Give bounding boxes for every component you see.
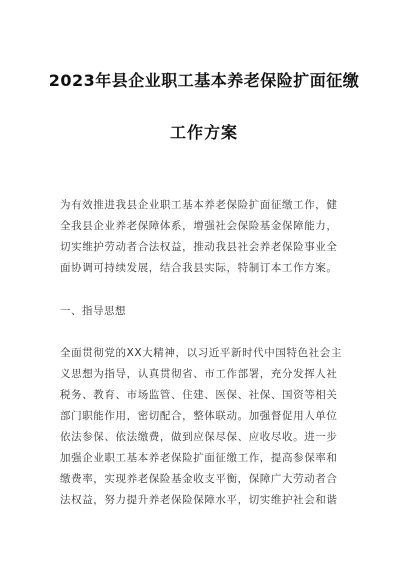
body-line: 部门职能作用，密切配合，整体联动。加强督促用人单位 [60, 410, 338, 422]
body-line: 缴费率，实现养老保险基金收支平衡，保障广大劳动者合 [60, 473, 338, 485]
body-line: 义思想为指导，认真贯彻省、市工作部署，充分发挥人社 [60, 368, 338, 380]
intro-paragraph [60, 195, 350, 279]
body-line: 税务、教育、市场监管、住建、医保、社保、国资等相关 [60, 389, 338, 401]
document-subtitle: 工作方案 [169, 123, 238, 142]
body-line: 依法参保、依法缴费，做到应保尽保、应收尽收。进一步 [60, 431, 338, 443]
intro-line: 切实维护劳动者合法权益，推动我县社会养老保险事业全 [60, 241, 338, 253]
document-title: 2023年县企业职工基本养老保险扩面征缴 [48, 71, 360, 90]
intro-line: 为有效推进我县企业职工基本养老保险扩面征缴工作，健 [60, 199, 338, 211]
section1-paragraph [60, 343, 350, 511]
body-line: 全面贯彻党的XX大精神，以习近平新时代中国特色社会主 [60, 347, 342, 359]
body-line: 加强企业职工基本养老保险扩面征缴工作，提高参保率和 [60, 452, 338, 464]
intro-line: 面协调可持续发展，结合我县实际，特制订本工作方案。 [60, 262, 338, 274]
intro-line: 全我县企业养老保障体系，增强社会保险基金保障能力， [60, 220, 338, 232]
body-line: 法权益，努力提升养老保险保障水平，切实维护社会和谐 [60, 494, 338, 506]
section-heading-guiding-ideology: 一、指导思想 [60, 305, 126, 317]
